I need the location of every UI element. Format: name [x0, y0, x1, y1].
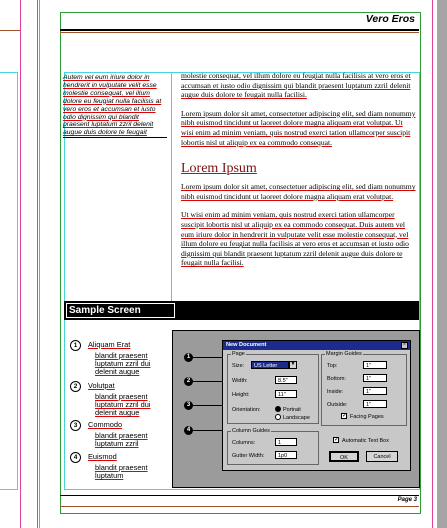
sidebar-note-rule	[63, 137, 167, 138]
callout-1: 1	[184, 353, 193, 362]
ok-button[interactable]: OK	[329, 451, 359, 462]
step-number: 2	[70, 381, 81, 392]
left-page-margin-line	[20, 0, 21, 528]
gutter-label: Gutter Width:	[232, 453, 265, 459]
top-input[interactable]: 1"	[363, 361, 387, 369]
column-divider	[171, 72, 172, 301]
page-number: Page 3	[397, 497, 417, 503]
outside-input[interactable]: 1"	[363, 400, 387, 408]
auto-text-label: Automatic Text Box	[342, 438, 389, 444]
step-item-3	[70, 414, 170, 448]
auto-text-checkbox[interactable]: ✓	[334, 437, 340, 443]
inside-input[interactable]: 1"	[363, 387, 387, 395]
section-heading: Lorem Ipsum	[181, 161, 257, 177]
step-title: Euismod	[88, 452, 117, 461]
callout-3: 3	[184, 401, 193, 410]
landscape-label: Landscape	[283, 415, 310, 421]
step-text: blandit praesent luptatum zzril	[95, 431, 148, 449]
page-group-label: Page	[232, 351, 245, 357]
callout-2: 2	[184, 377, 193, 386]
orientation-label: Orientation:	[232, 407, 261, 413]
right-page-edge-line	[432, 0, 433, 528]
bottom-input[interactable]: 1"	[363, 374, 387, 382]
sidebar-note: Autem vel eum iriure dolor in hendrerit in vulputate velit esse molestie consequat, vel illum dolore eu feugiat nulla facilisis at vero eros et accumsan et iusto odio dignissim qui blandit praesent luptatum zzril delenit augue duis dolore te feugait	[63, 74, 162, 137]
size-value: US Letter	[254, 363, 278, 369]
width-input[interactable]: 8.5"	[275, 376, 297, 384]
outside-label: Outside:	[327, 402, 348, 408]
inside-label: Inside:	[327, 389, 344, 395]
dialog-title: New Document	[226, 342, 267, 348]
left-page-guide	[0, 72, 18, 490]
callout-line-3	[193, 405, 223, 406]
height-label: Height:	[232, 392, 250, 398]
dialog-close-button[interactable]: ×	[402, 342, 407, 348]
left-page-top-rule	[0, 30, 20, 31]
gutter-input[interactable]: 1p0	[275, 451, 297, 459]
step-item-4	[70, 446, 170, 480]
body-paragraph-4: Ut wisi enim ad minim veniam, quis nostrud exerci tation ullamcorper suscipit lobortis nisl ut aliquip ex ea commodo consequat. Duis autem vel eum iriure dolor in hendrerit in vulputate velit esse molestie consequat, vel illum dolore eu feugiat nulla facilisis at vero eros et accumsan et iusto odio dignissim qui blandit praesent luptatum zzril delenit augue duis dolore te feugait nulla facilisi.	[181, 210, 409, 268]
callout-line-1	[193, 357, 223, 358]
column-guides-box	[227, 431, 319, 465]
bottom-label: Bottom:	[327, 376, 346, 382]
step-title: Commodo	[88, 420, 123, 429]
step-number: 4	[70, 452, 81, 463]
columns-input[interactable]: 1	[275, 438, 297, 446]
margin-guides-label: Margin Guides	[326, 351, 362, 357]
callout-4: 4	[184, 426, 193, 435]
new-document-dialog	[222, 340, 411, 471]
landscape-radio[interactable]	[275, 414, 281, 420]
height-input[interactable]: 11"	[275, 390, 297, 398]
step-text: blandit praesent luptatum zzril dui delenit augue	[95, 392, 151, 418]
step-title: Aliquam Erat	[88, 340, 131, 349]
size-dropdown-button[interactable]: ▼	[290, 362, 296, 367]
footer-rule-2	[60, 506, 419, 507]
step-item-1	[70, 334, 170, 377]
callout-line-2	[193, 381, 223, 382]
step-number: 1	[70, 340, 81, 351]
body-paragraph-1: molestie consequat, vel illum dolore eu feugiat nulla facilisis at vero eros et accumsan et iusto odio dignissim qui blandit praesent luptatum zzril delenit augue duis dolore te feugait nulla facilisi.	[181, 71, 411, 100]
step-title: Volutpat	[88, 381, 115, 390]
step-item-2	[70, 375, 170, 418]
callout-line-4	[193, 430, 223, 431]
footer-rule	[60, 495, 419, 496]
size-label: Size:	[232, 363, 245, 369]
body-paragraph-2: Lorem ipsum dolor sit amet, consectetuer adipiscing elit, sed diam nonummy nibh euismod tincidunt ut laoreet dolore magna aliquam erat volutpat. Ut wisi enim ad minim veniam, quis nostrud exerci tation ullamcorper suscipit lobortis nisl ut aliquip ex ea commodo consequat.	[181, 108, 416, 147]
cancel-button[interactable]: Cancel	[366, 451, 398, 462]
header-title: Vero Eros	[365, 13, 415, 25]
step-text: blandit praesent luptatum	[95, 463, 148, 481]
columns-label: Columns:	[232, 440, 256, 446]
spine-line	[37, 0, 38, 528]
column-guides-label: Column Guides	[232, 428, 270, 434]
top-label: Top:	[327, 363, 338, 369]
step-text: blandit praesent luptatum zzril dui delenit augue	[95, 351, 151, 377]
portrait-label: Portrait	[283, 407, 301, 413]
sample-banner-title: Sample Screen	[66, 303, 175, 318]
header-rule	[60, 29, 419, 31]
header-rule-accent	[60, 32, 419, 33]
step-number: 3	[70, 420, 81, 431]
width-label: Width:	[232, 378, 248, 384]
facing-pages-label: Facing Pages	[350, 414, 384, 420]
spine-line-2	[39, 0, 40, 528]
size-select[interactable]	[251, 361, 289, 369]
portrait-radio[interactable]	[275, 406, 281, 412]
main-column	[181, 71, 417, 268]
facing-pages-checkbox[interactable]: ✓	[342, 413, 348, 419]
body-paragraph-3: Lorem ipsum dolor sit amet, consectetuer adipiscing elit, sed diam nonummy nibh euismod tincidunt ut laoreet dolore magna aliquam erat volutpat.	[181, 182, 416, 201]
